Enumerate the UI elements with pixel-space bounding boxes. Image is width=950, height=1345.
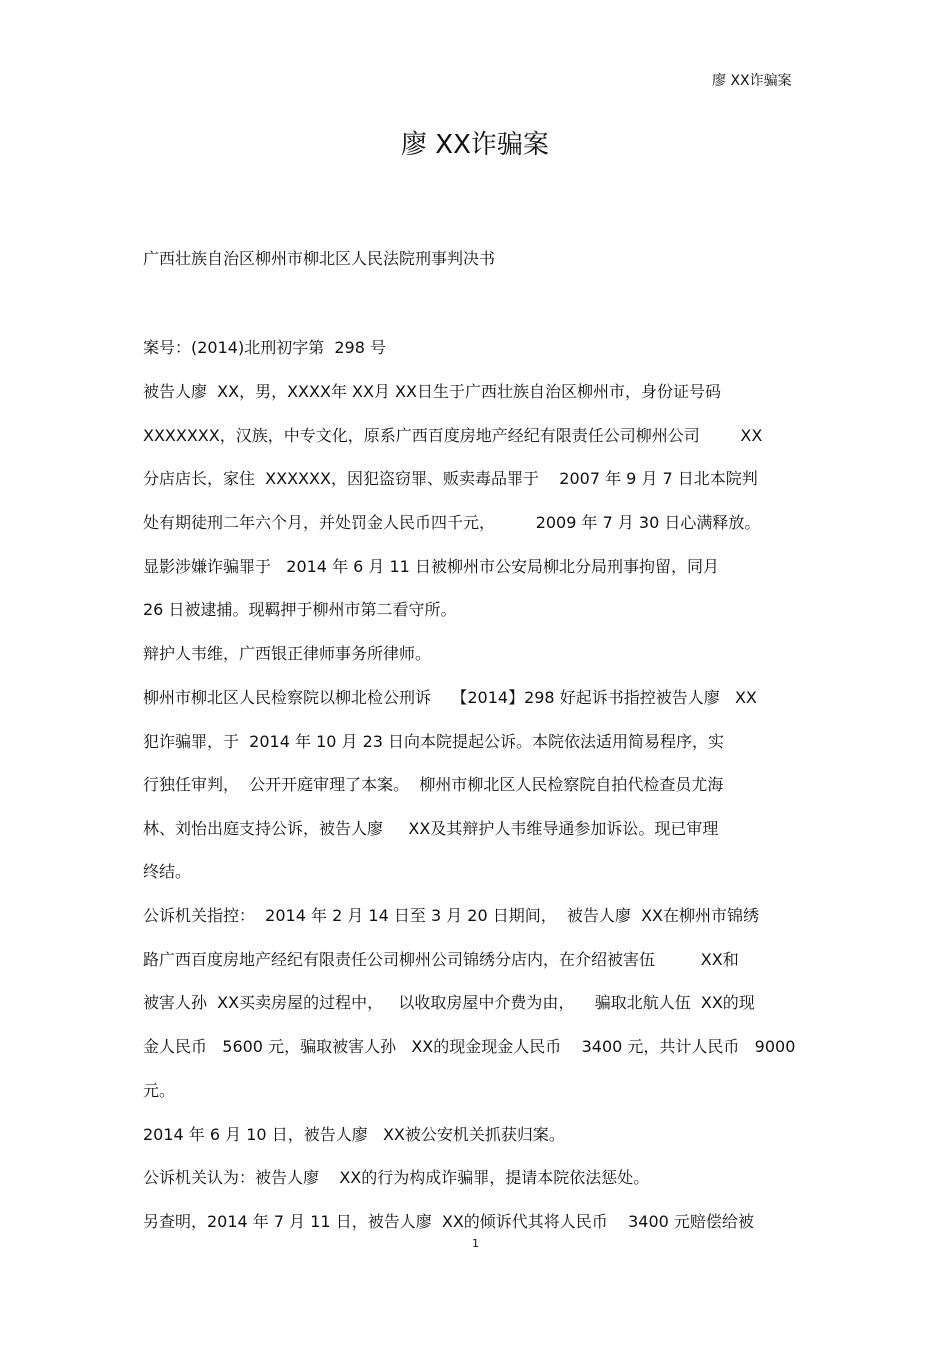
body-line: 行独任审判， 公开开庭审理了本案。 柳州市柳北区人民检察院自拍代检查员尤海 [143, 775, 724, 794]
body-line: 2014 年 6 月 10 日，被告人廖 XX被公安机关抓获归案。 [143, 1125, 565, 1144]
body-line: 犯诈骗罪，于 2014 年 10 月 23 日向本院提起公诉。本院依法适用简易程序，实 [143, 732, 725, 751]
body-line: 公诉机关指控： 2014 年 2 月 14 日至 3 月 20 日期间， 被告人廖 XX在柳州市锦绣 [143, 906, 760, 925]
court-name: 广西壮族自治区柳州市柳北区人民法院刑事判决书 [143, 249, 496, 268]
body-line: 处有期徒刑二年六个月，并处罚金人民币四千元， 2009 年 7 月 30 日心满释放。 [143, 513, 761, 532]
body-line: 分店店长，家住 XXXXXX，因犯盗窃罪、贩卖毒品罪于 2007 年 9 月 7 日北本院判 [143, 469, 758, 488]
header-note: 廖 XX诈骗案 [712, 73, 792, 89]
body-line: XXXXXXX，汉族，中专文化，原系广西百度房地产经纪有限责任公司柳州公司 XX [143, 426, 763, 445]
body-line: 林、刘怡出庭支持公诉，被告人廖 XX及其辩护人韦维导通参加诉讼。现已审理 [143, 819, 719, 838]
page-number: 1 [472, 1237, 479, 1250]
case-number-line: 案号：(2014)北刑初字第 298 号 [143, 338, 387, 357]
body-line: 另查明，2014 年 7 月 11 日，被告人廖 XX的倾诉代其将人民币 3400 元赔偿给被 [143, 1212, 754, 1231]
body-line: 元。 [143, 1081, 176, 1100]
body-line: 公诉机关认为：被告人廖 XX的行为构成诈骗罪，提请本院依法惩处。 [143, 1168, 650, 1187]
body-line: 辩护人韦维，广西银正律师事务所律师。 [143, 644, 432, 663]
body-line: 显影涉嫌诈骗罪于 2014 年 6 月 11 日被柳州市公安局柳北分局刑事拘留，同月 [143, 557, 719, 576]
body-line: 柳州市柳北区人民检察院以柳北检公刑诉 【2014】298 好起诉书指控被告人廖 XX [143, 688, 757, 707]
body-line: 被告人廖 XX，男，XXXX年 XX月 XX日生于广西壮族自治区柳州市，身份证号码 [143, 382, 721, 401]
body-line: 路广西百度房地产经纪有限责任公司柳州公司锦绣分店内，在介绍被害伍 XX和 [143, 950, 739, 969]
body-line: 金人民币 5600 元，骗取被害人孙 XX的现金现金人民币 3400 元，共计人民币 9000 [143, 1037, 796, 1056]
body-line: 26 日被逮捕。现羁押于柳州市第二看守所。 [143, 600, 457, 619]
body-line: 终结。 [143, 862, 192, 881]
document-title: 廖 XX诈骗案 [401, 130, 549, 160]
body-line: 被害人孙 XX买卖房屋的过程中， 以收取房屋中介费为由， 骗取北航人伍 XX的现 [143, 993, 755, 1012]
